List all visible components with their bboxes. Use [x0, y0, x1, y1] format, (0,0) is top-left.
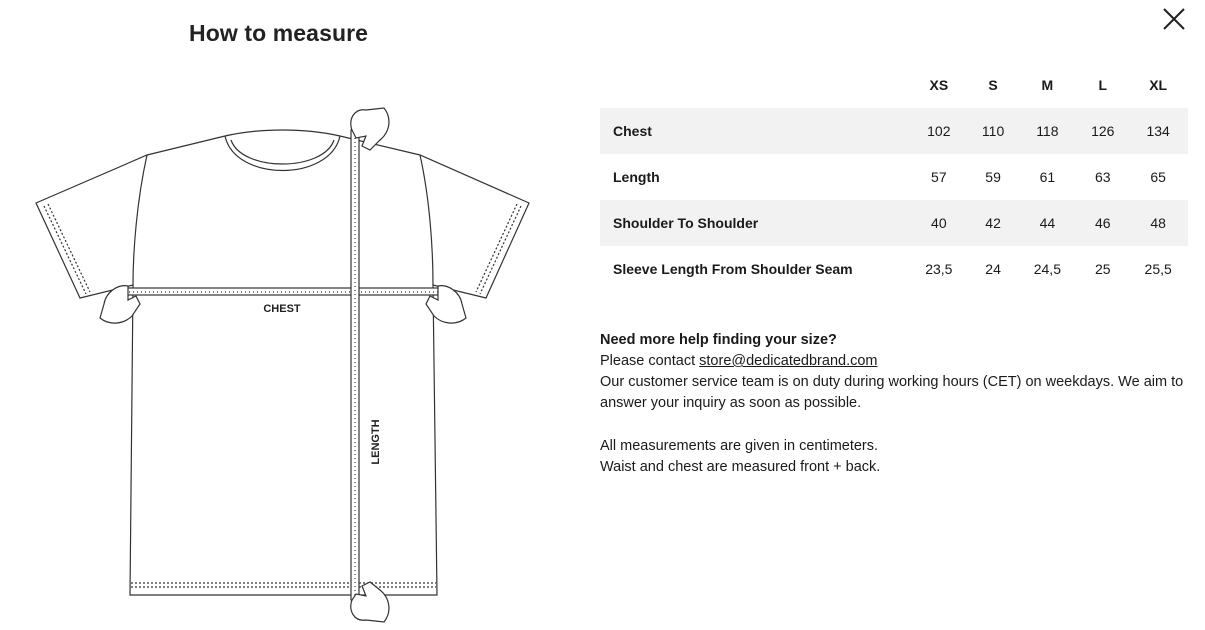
- table-cell: 118: [1018, 108, 1078, 154]
- tshirt-icon: [36, 130, 529, 595]
- size-header-m: M: [1041, 77, 1054, 93]
- size-header-s: S: [988, 77, 998, 93]
- table-cell: 61: [1039, 169, 1056, 185]
- close-button[interactable]: [1158, 4, 1188, 34]
- table-cell: 126: [1077, 108, 1128, 154]
- size-header-l: L: [1098, 77, 1108, 93]
- table-cell: 102: [909, 108, 969, 154]
- table-cell: 42: [969, 200, 1018, 246]
- row-label-header: [600, 62, 909, 108]
- table-cell: 25,5: [1144, 261, 1172, 277]
- table-cell: 48: [1128, 200, 1188, 246]
- row-label: Shoulder To Shoulder: [600, 200, 909, 246]
- email-link[interactable]: store@dedicatedbrand.com: [699, 353, 878, 369]
- service-text: Our customer service team is on duty during working hours (CET) on weekdays. We aim to answer your inquiry as soon as possible.: [600, 374, 1184, 411]
- table-cell: 25: [1094, 261, 1111, 277]
- chest-label: CHEST: [263, 303, 301, 315]
- length-label: LENGTH: [370, 419, 382, 465]
- contact-prefix: Please contact: [600, 353, 700, 369]
- contact-line: [600, 351, 1200, 372]
- table-cell: 24,5: [1033, 261, 1061, 277]
- size-header-xl: XL: [1149, 77, 1168, 93]
- close-icon: [1158, 4, 1188, 34]
- row-label: Sleeve Length From Shoulder Seam: [613, 261, 853, 277]
- table-cell: 23,5: [925, 261, 953, 277]
- table-cell: 44: [1018, 200, 1078, 246]
- table-cell: 63: [1094, 169, 1111, 185]
- table-cell: 134: [1128, 108, 1188, 154]
- table-cell: 57: [931, 169, 947, 185]
- size-header-xs: XS: [929, 77, 949, 93]
- chest-measuring-tape: [125, 288, 443, 295]
- waist-chest-note: Waist and chest are measured front + back.: [600, 459, 881, 475]
- row-label: Chest: [600, 108, 909, 154]
- table-cell: 46: [1077, 200, 1128, 246]
- table-cell: 65: [1150, 169, 1166, 185]
- help-section: [600, 330, 1200, 478]
- table-row: [600, 200, 1188, 246]
- table-cell: 40: [909, 200, 969, 246]
- length-measuring-tape: [351, 130, 359, 600]
- measurement-note: All measurements are given in centimeters.: [600, 438, 879, 454]
- page-title: How to measure: [189, 20, 369, 46]
- size-table: [600, 62, 1188, 292]
- row-label: Length: [613, 169, 660, 185]
- table-cell: 110: [969, 108, 1018, 154]
- table-cell: 59: [985, 169, 1001, 185]
- tshirt-measurement-illustration: [28, 104, 538, 630]
- table-row: [600, 108, 1188, 154]
- table-cell: 24: [985, 261, 1001, 277]
- help-heading: Need more help finding your size?: [600, 332, 837, 348]
- table-row: [600, 246, 1188, 292]
- table-row: [600, 154, 1188, 200]
- size-header-row: [600, 62, 1188, 108]
